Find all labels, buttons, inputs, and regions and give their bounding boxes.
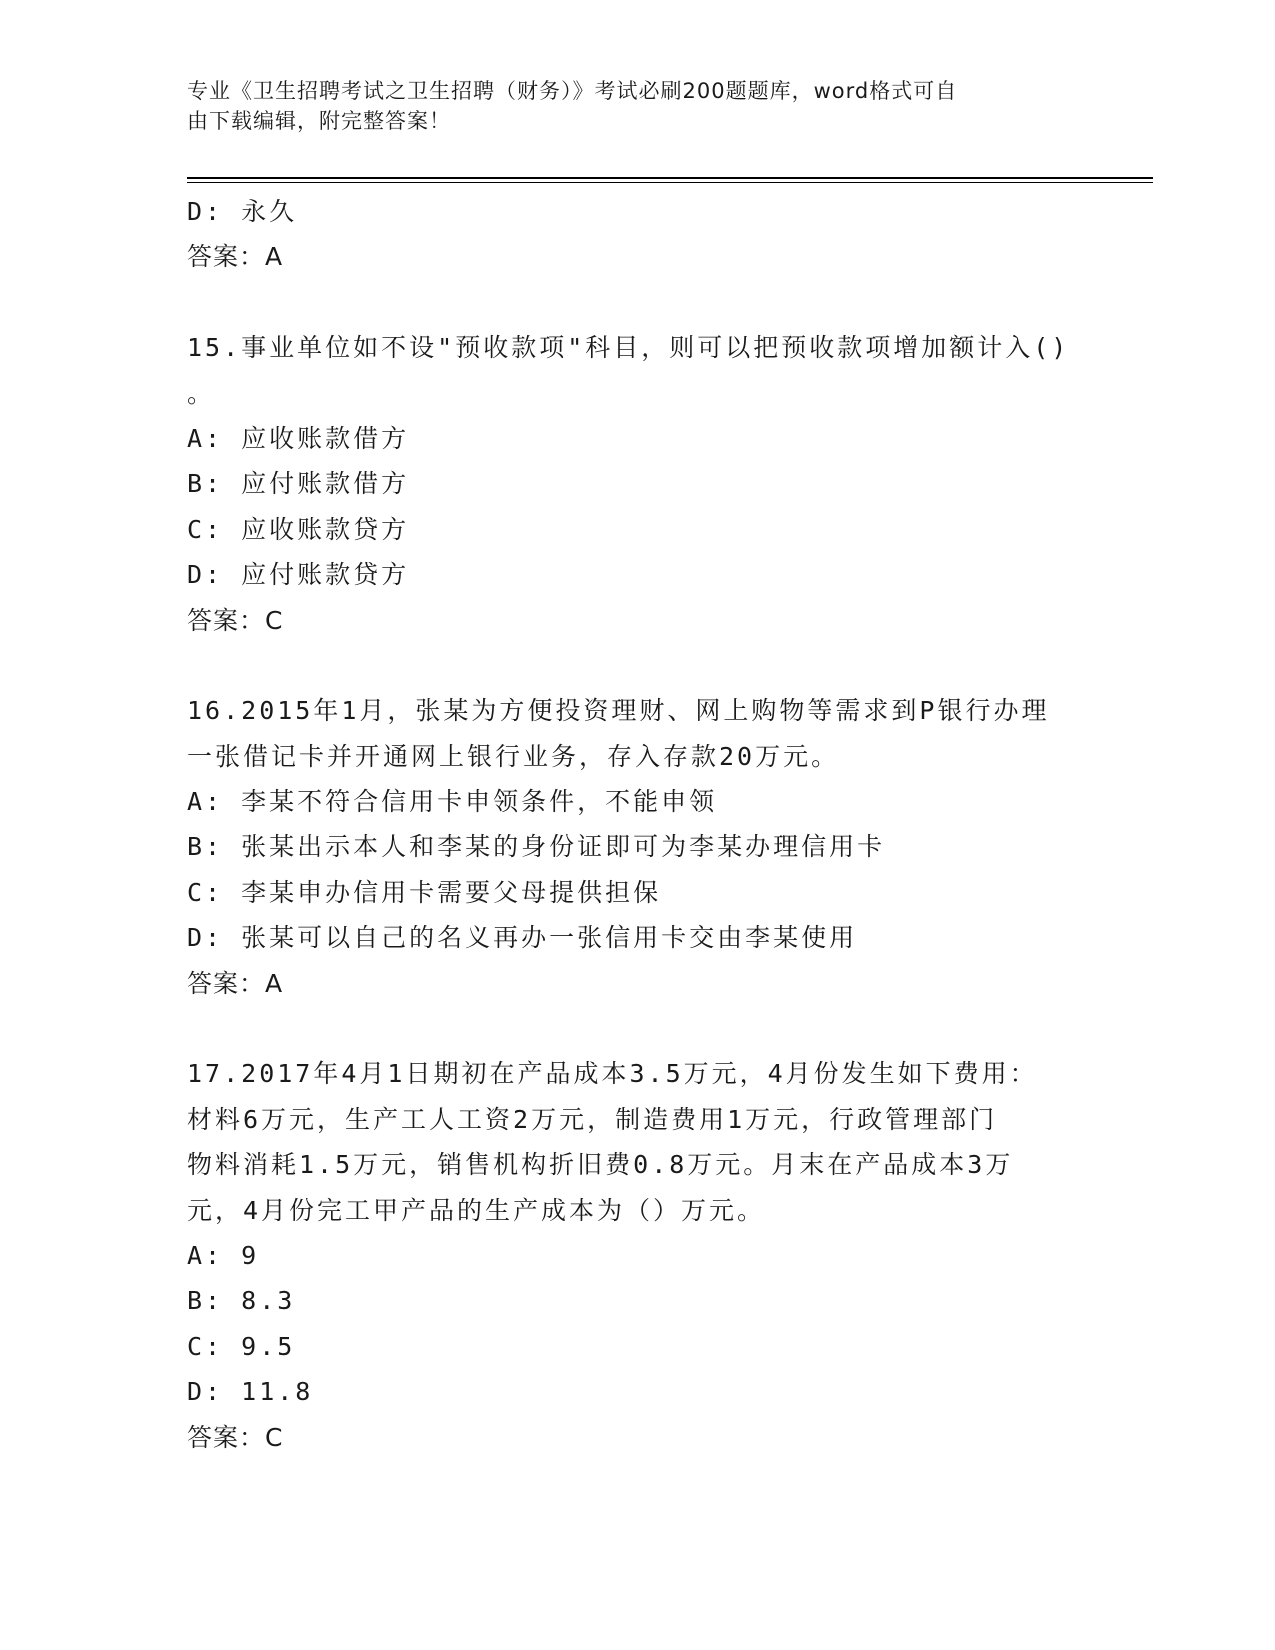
- question-stem-line: 元，4月份完工甲产品的生产成本为（）万元。: [187, 1195, 766, 1225]
- option-c: C: 李某申办信用卡需要父母提供担保: [187, 877, 662, 907]
- document-header: [187, 76, 1067, 136]
- answer-line: 答案：C: [187, 1422, 284, 1452]
- header-title-line-2: 由下载编辑，附完整答案！: [187, 109, 451, 133]
- answer-line: 答案：C: [187, 605, 284, 635]
- option-b: B: 8.3: [187, 1286, 296, 1316]
- answer-line: 答案：A: [187, 968, 284, 998]
- question-stem-line: 17.2017年4月1日期初在产品成本3.5万元，4月份发生如下费用：: [187, 1059, 1038, 1089]
- question-17: [187, 1051, 1087, 1460]
- option-b: B: 张某出示本人和李某的身份证即可为李某办理信用卡: [187, 832, 886, 862]
- question-stem-line: 。: [187, 378, 216, 408]
- question-stem-line: 物料消耗1.5万元，销售机构折旧费0.8万元。月末在产品成本3万: [187, 1150, 1014, 1180]
- spacer: [187, 643, 1087, 688]
- answer-line: 答案：A: [187, 242, 284, 272]
- option-a: A: 应收账款借方: [187, 423, 410, 453]
- option-a: A: 李某不符合信用卡申领条件，不能申领: [187, 787, 718, 817]
- question-14-tail: [187, 189, 1087, 280]
- spacer: [187, 280, 1087, 325]
- option-d: D: 张某可以自己的名义再办一张信用卡交由李某使用: [187, 923, 858, 953]
- option-c: C: 应收账款贷方: [187, 514, 410, 544]
- question-stem-line: 一张借记卡并开通网上银行业务，存入存款20万元。: [187, 741, 840, 771]
- option-c: C: 9.5: [187, 1331, 296, 1361]
- question-stem-line: 16.2015年1月，张某为方便投资理财、网上购物等需求到P银行办理: [187, 696, 1050, 726]
- question-stem-line: 15.事业单位如不设"预收款项"科目，则可以把预收款项增加额计入(): [187, 333, 1070, 363]
- question-list: [187, 189, 1087, 1460]
- option-a: A: 9: [187, 1240, 260, 1270]
- question-15: [187, 325, 1087, 643]
- question-stem-line: 材料6万元，生产工人工资2万元，制造费用1万元，行政管理部门: [187, 1104, 998, 1134]
- header-divider-thin: [187, 182, 1153, 183]
- option-d: D: 11.8: [187, 1377, 314, 1407]
- spacer: [187, 1006, 1087, 1051]
- header-title-line-1: 专业《卫生招聘考试之卫生招聘（财务）》考试必刷200题题库，word格式可自: [187, 79, 958, 103]
- option-d: D: 应付账款贷方: [187, 560, 410, 590]
- option-d: D: 永久: [187, 197, 298, 226]
- header-divider-thick: [187, 177, 1153, 179]
- option-b: B: 应付账款借方: [187, 469, 410, 499]
- question-16: [187, 688, 1087, 1006]
